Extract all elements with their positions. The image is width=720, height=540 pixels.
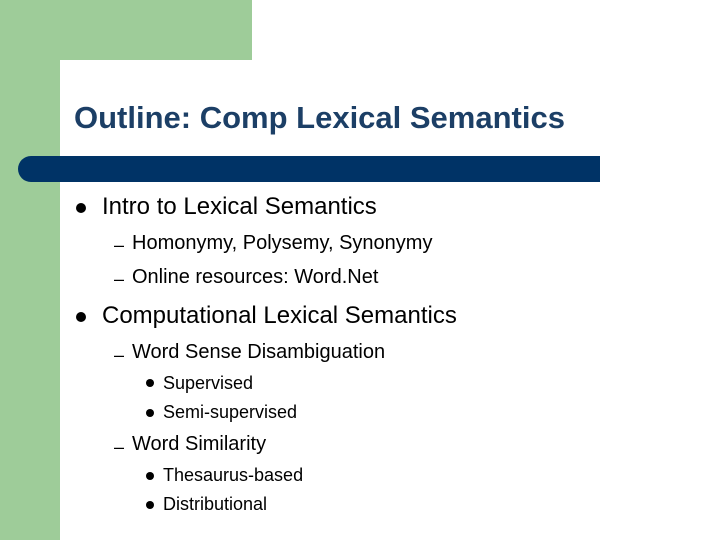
outline-item-intro: Intro to Lexical Semantics xyxy=(102,193,377,220)
outline-subsubitem-distributional: Distributional xyxy=(163,494,268,514)
outline-item-computational: Computational Lexical Semantics xyxy=(102,302,457,329)
bullet-icon xyxy=(146,501,154,509)
dash-icon: – xyxy=(114,269,125,289)
dash-icon: – xyxy=(114,437,125,457)
decorative-green-band-top xyxy=(0,0,252,60)
bullet-icon xyxy=(146,472,154,480)
outline-subsubitem-supervised: Supervised xyxy=(163,373,254,393)
outline-subsubitem-thesaurus: Thesaurus-based xyxy=(163,465,304,485)
dash-icon: – xyxy=(114,345,125,365)
decorative-green-band-left xyxy=(0,0,60,540)
bullet-icon xyxy=(76,203,86,213)
title-underline-bar xyxy=(18,156,600,182)
outline-subitem-wsd: Word Sense Disambiguation xyxy=(132,341,386,363)
bullet-icon xyxy=(76,312,86,322)
bullet-icon xyxy=(146,379,154,387)
slide-title: Outline: Comp Lexical Semantics xyxy=(74,100,565,135)
dash-icon: – xyxy=(114,235,125,255)
outline-subitem-wordnet: Online resources: Word.Net xyxy=(132,266,379,288)
outline-subitem-homonymy: Homonymy, Polysemy, Synonymy xyxy=(132,232,433,254)
bullet-icon xyxy=(146,409,154,417)
outline-subsubitem-semi-supervised: Semi-supervised xyxy=(163,402,298,422)
outline-subitem-word-similarity: Word Similarity xyxy=(132,433,267,455)
